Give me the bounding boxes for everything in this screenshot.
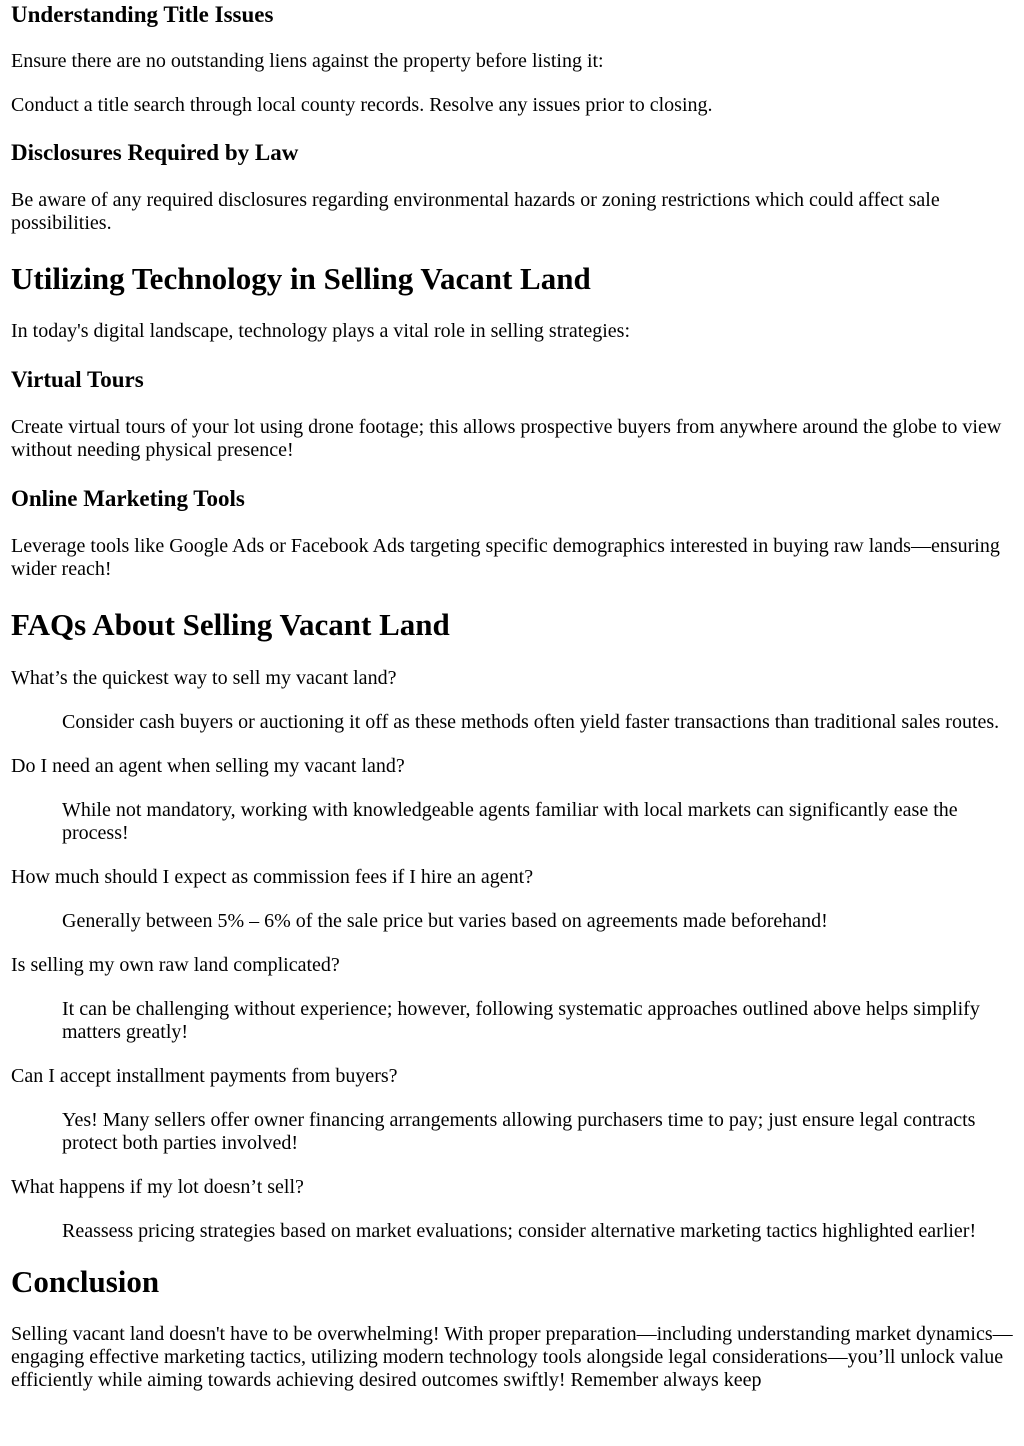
faq-question: Do I need an agent when selling my vacant land?	[11, 755, 405, 777]
paragraph-online-marketing: Leverage tools like Google Ads or Facebook Ads targeting specific demographics interested in buying raw lands—ensuring wider reach!	[11, 535, 1000, 580]
faq-question: Can I accept installment payments from buyers?	[11, 1065, 398, 1087]
heading-understanding-title-issues: Understanding Title Issues	[11, 2, 274, 27]
heading-utilizing-technology: Utilizing Technology in Selling Vacant Land	[11, 261, 591, 296]
faq-answer: Yes! Many sellers offer owner financing arrangements allowing purchasers time to pay; just ensure legal contracts protect both parties involved!	[62, 1109, 976, 1154]
faq-question: What’s the quickest way to sell my vacant land?	[11, 667, 397, 689]
heading-virtual-tours: Virtual Tours	[11, 367, 144, 392]
heading-disclosures: Disclosures Required by Law	[11, 140, 299, 165]
faq-answer: While not mandatory, working with knowledgeable agents familiar with local markets can significantly ease the process!	[62, 799, 958, 844]
faq-answer: Generally between 5% – 6% of the sale price but varies based on agreements made beforehand!	[62, 910, 828, 932]
paragraph-title-search: Conduct a title search through local county records. Resolve any issues prior to closing.	[11, 94, 713, 116]
faq-answer: Consider cash buyers or auctioning it off as these methods often yield faster transactions than traditional sales routes.	[62, 711, 1000, 733]
paragraph-liens: Ensure there are no outstanding liens against the property before listing it:	[11, 50, 604, 72]
faq-answer: Reassess pricing strategies based on market evaluations; consider alternative marketing tactics highlighted earlier!	[62, 1220, 977, 1242]
paragraph-conclusion: Selling vacant land doesn't have to be overwhelming! With proper preparation—including understanding market dynamics—engaging effective marketing tactics, utilizing modern technology tools alongside legal considerations—you’ll unlock value efficiently while aiming towards achieving desired outcomes swiftly! Remember always keep	[11, 1323, 1013, 1391]
paragraph-disclosures: Be aware of any required disclosures regarding environmental hazards or zoning restrictions which could affect sale possibilities.	[11, 189, 940, 234]
article-body	[11, 0, 1014, 1392]
heading-faqs: FAQs About Selling Vacant Land	[11, 607, 450, 642]
heading-online-marketing-tools: Online Marketing Tools	[11, 486, 245, 511]
faq-question: Is selling my own raw land complicated?	[11, 954, 340, 976]
faq-list	[11, 667, 1014, 1243]
paragraph-technology-intro: In today's digital landscape, technology plays a vital role in selling strategies:	[11, 320, 631, 342]
heading-conclusion: Conclusion	[11, 1264, 160, 1299]
faq-question: What happens if my lot doesn’t sell?	[11, 1176, 304, 1198]
faq-answer: It can be challenging without experience; however, following systematic approaches outlined above helps simplify matters greatly!	[62, 998, 980, 1043]
paragraph-virtual-tours: Create virtual tours of your lot using drone footage; this allows prospective buyers from anywhere around the globe to view without needing physical presence!	[11, 416, 1002, 461]
faq-question: How much should I expect as commission fees if I hire an agent?	[11, 866, 534, 888]
